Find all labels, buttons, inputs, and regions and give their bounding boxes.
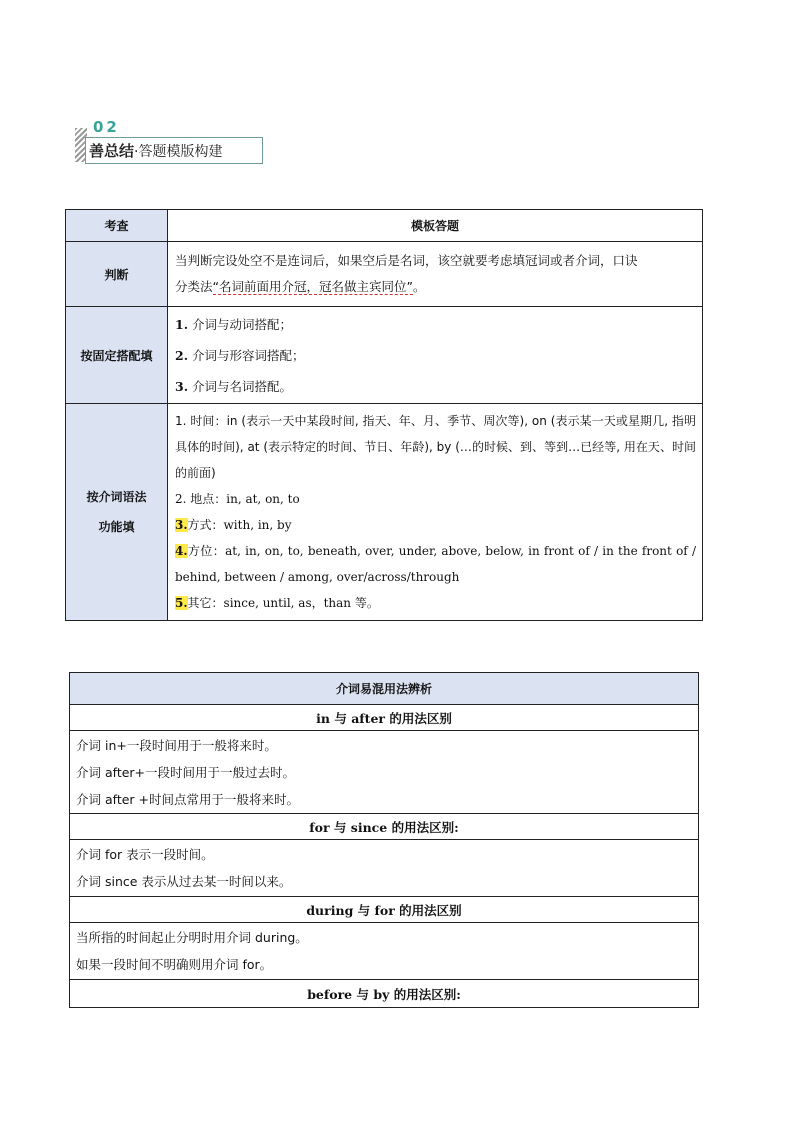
list-item: 介词 for 表示一段时间。 — [76, 847, 214, 862]
table-row — [66, 404, 703, 621]
section-header — [75, 118, 270, 168]
manner-paragraph: 3.方式：with, in, by — [175, 518, 292, 532]
template-answer-table — [65, 209, 703, 621]
section-body — [70, 923, 699, 980]
row-content-grammar — [168, 404, 703, 621]
section-title-sub: ·答题模版构建 — [134, 144, 223, 160]
row-label-grammar: 按介词语法 功能填 — [66, 404, 168, 621]
table-row — [66, 307, 703, 404]
section-body — [70, 731, 699, 814]
row-label-fixed: 按固定搭配填 — [66, 307, 168, 404]
list-item: 介词 after +时间点常用于一般将来时。 — [76, 791, 299, 807]
section-number: 02 — [93, 118, 120, 136]
mnemonic-underlined: “名词前面用介冠，冠名做主宾同位” — [212, 279, 413, 294]
section-heading-row — [70, 814, 699, 840]
time-paragraph: 1. 时间：in (表示一天中某段时间, 指天、年、月、季节、周次等), on (表示某一天或星期几, 指明具体的时间), at (表示特定的时间、节日、年龄), by (…的时候、到、等到…已经等, 用在天、时间的前面) — [175, 414, 696, 480]
list-item: 3. 介词与名词搭配。 — [175, 378, 293, 394]
preposition-comparison-table — [69, 672, 699, 1008]
section-body-row — [70, 923, 699, 980]
table-title: 介词易混用法辨析 — [70, 673, 699, 705]
judge-line-1: 当判断完设处空不是连词后，如果空后是名词，该空就要考虑填冠词或者介词，口诀 — [175, 253, 638, 268]
section-heading-row — [70, 705, 699, 731]
section-heading: in 与 after 的用法区别 — [70, 705, 699, 731]
section-title-bold: 善总结 — [89, 142, 135, 160]
section-heading: before 与 by 的用法区别: — [70, 980, 699, 1008]
list-item: 介词 after+一段时间用于一般过去时。 — [76, 764, 296, 780]
section-heading: during 与 for 的用法区别 — [70, 897, 699, 923]
row-content-fixed — [168, 307, 703, 404]
section-body-row — [70, 840, 699, 897]
list-item: 如果一段时间不明确则用介词 for。 — [76, 957, 273, 972]
section-heading-row — [70, 980, 699, 1008]
list-item: 当所指的时间起止分明时用介词 during。 — [76, 930, 308, 945]
header-col-right: 模板答题 — [168, 210, 703, 242]
position-paragraph: 4.方位：at, in, on, to, beneath, over, under, above, below, in front of / in the front of / behind, between / among, over/across/through — [175, 544, 696, 584]
table-title-row — [70, 673, 699, 705]
section-title — [89, 140, 222, 161]
other-paragraph: 5.其它：since, until, as，than 等。 — [175, 596, 379, 610]
row-label-judge: 判断 — [66, 242, 168, 307]
section-body-row — [70, 731, 699, 814]
section-body — [70, 840, 699, 897]
list-item: 2. 介词与形容词搭配； — [175, 347, 305, 363]
place-paragraph: 2. 地点：in, at, on, to — [175, 492, 300, 506]
list-item: 介词 in+一段时间用于一般将来时。 — [76, 737, 277, 753]
judge-line-2: 分类法“名词前面用介冠，冠名做主宾同位”。 — [175, 279, 426, 294]
list-item: 1. 介词与动词搭配； — [175, 316, 293, 332]
section-heading-row — [70, 897, 699, 923]
row-content-judge — [168, 242, 703, 307]
list-item: 介词 since 表示从过去某一时间以来。 — [76, 874, 292, 889]
table-header-row — [66, 210, 703, 242]
header-col-left: 考查 — [66, 210, 168, 242]
section-heading: for 与 since 的用法区别: — [70, 814, 699, 840]
table-row — [66, 242, 703, 307]
